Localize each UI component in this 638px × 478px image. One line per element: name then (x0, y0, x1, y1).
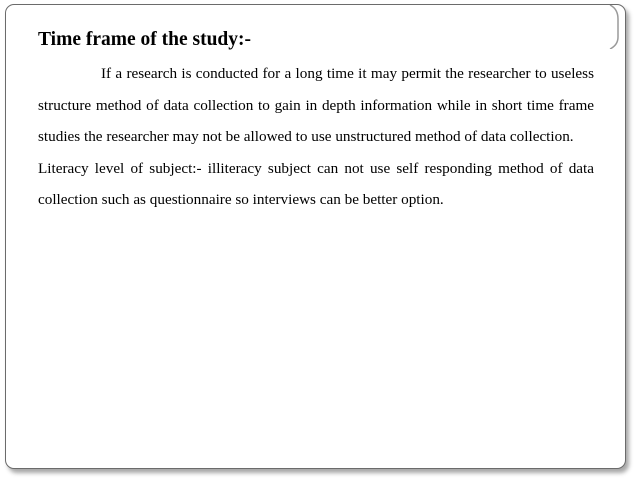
paragraph-time-frame: If a research is conducted for a long time it may permit the researcher to useless structure method of data collection to gain in depth information while in short time frame studies the researcher may not be allowed to use unstructured method of data collection. (38, 65, 594, 145)
slide-heading: Time frame of the study:- (38, 29, 252, 50)
corner-bracket-icon (607, 5, 621, 49)
slide-content (38, 26, 594, 216)
paragraph-literacy-level: Literacy level of subject:- illiteracy subject can not use self responding method of data collection such as questionnaire so interviews can be better option. (38, 159, 594, 208)
